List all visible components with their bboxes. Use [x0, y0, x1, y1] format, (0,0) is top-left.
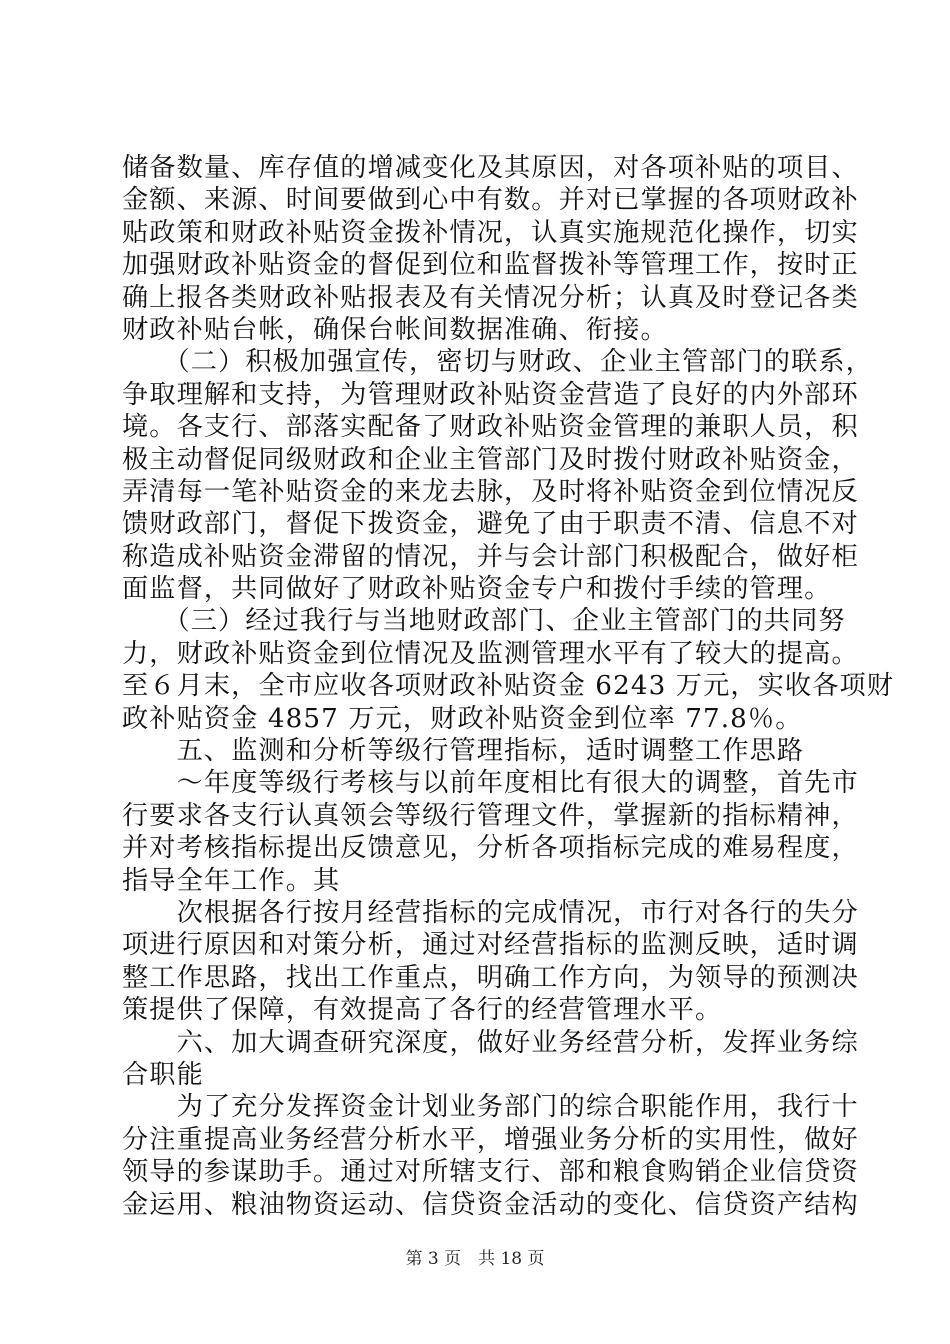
text-line: 五、监测和分析等级行管理指标，适时调整工作思路: [122, 736, 805, 767]
text-line: 确上报各类财政补贴报表及有关情况分析；认真及时登记各类: [122, 282, 859, 313]
text-line: 贴政策和财政补贴资金拨补情况，认真实施规范化操作，切实: [122, 217, 859, 248]
text-line: 合职能: [122, 1059, 204, 1090]
text-line: 力，财政补贴资金到位情况及监测管理水平有了较大的提高。: [122, 638, 859, 669]
text-line: 储备数量、库存值的增减变化及其原因，对各项补贴的项目、: [122, 153, 859, 183]
text-line: 金额、来源、时间要做到心中有数。并对已掌握的各项财政补: [122, 185, 859, 216]
text-line: 加强财政补贴资金的督促到位和监督拨补等管理工作，按时正: [122, 250, 859, 281]
text-line: 项进行原因和对策分析，通过对经营指标的监测反映，适时调: [122, 930, 859, 961]
text-line: 政补贴资金 4857 万元，财政补贴资金到位率 77.8％。: [122, 703, 803, 734]
text-line: 并对考核指标提出反馈意见，分析各项指标完成的难易程度，: [122, 833, 859, 864]
text-line: 行要求各支行认真领会等级行管理文件，掌握新的指标精神，: [122, 800, 859, 831]
text-line: 金运用、粮油物资运动、信贷资金活动的变化、信贷资产结构: [122, 1189, 859, 1220]
text-line: （二）积极加强宣传，密切与财政、企业主管部门的联系，: [122, 347, 873, 378]
page-footer: 第 3 页 共 18 页: [405, 1249, 545, 1269]
text-line: （三）经过我行与当地财政部门、企业主管部门的共同努: [122, 606, 846, 637]
text-line: 极主动督促同级财政和企业主管部门及时拨付财政补贴资金，: [122, 444, 859, 475]
text-line: 至６月末，全市应收各项财政补贴资金 6243 万元，实收各项财: [122, 671, 895, 702]
text-line: 领导的参谋助手。通过对所辖支行、部和粮食购销企业信贷资: [122, 1157, 859, 1188]
text-line: 次根据各行按月经营指标的完成情况，市行对各行的失分: [122, 897, 859, 928]
text-line: ～年度等级行考核与以前年度相比有很大的调整，首先市: [122, 768, 859, 799]
body-text: [122, 152, 895, 1221]
text-line: 财政补贴台帐，确保台帐间数据准确、衔接。: [122, 314, 668, 345]
text-line: 弄清每一笔补贴资金的来龙去脉，及时将补贴资金到位情况反: [122, 476, 859, 507]
text-line: 称造成补贴资金滞留的情况，并与会计部门积极配合，做好柜: [122, 541, 859, 572]
text-line: 馈财政部门，督促下拨资金，避免了由于职责不清、信息不对: [122, 509, 859, 540]
text-line: 整工作思路，找出工作重点，明确工作方向，为领导的预测决: [122, 962, 859, 993]
text-line: 策提供了保障，有效提高了各行的经营管理水平。: [122, 995, 723, 1026]
text-line: 面监督，共同做好了财政补贴资金专户和拨付手续的管理。: [122, 574, 832, 605]
text-line: 分注重提高业务经营分析水平，增强业务分析的实用性，做好: [122, 1124, 859, 1155]
text-line: 六、加大调查研究深度，做好业务经营分析，发挥业务综: [122, 1027, 859, 1058]
text-line: 为了充分发挥资金计划业务部门的综合职能作用，我行十: [122, 1092, 859, 1123]
text-line: 争取理解和支持，为管理财政补贴资金营造了良好的内外部环: [122, 379, 859, 410]
text-line: 指导全年工作。其: [122, 865, 341, 896]
text-line: 境。各支行、部落实配备了财政补贴资金管理的兼职人员，积: [122, 412, 859, 443]
